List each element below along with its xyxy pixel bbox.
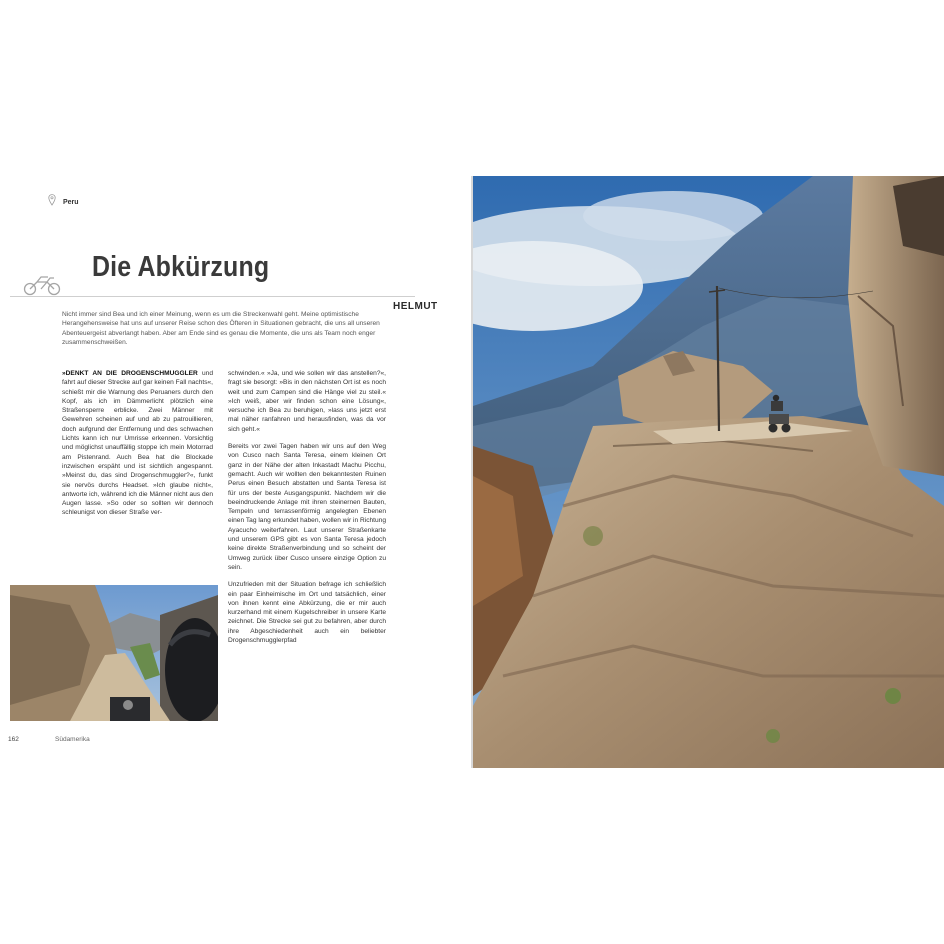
book-spread (0, 176, 944, 768)
article-title: Die Abkürzung (92, 251, 270, 283)
column-2-paragraph-3: Unzufrieden mit der Situation befrage ich schließlich ein paar Einheimische im Ort und tatsächlich, einer von ihnen kennt eine Abkürzung, die er mir auch kurzerhand mit einem Kugelschreiber in unsere Karte zeichnet. Die Strecke sei gut zu befahren, aber durch ihre Abgeschiedenheit auch ein beliebter Drogenschmugglerpfad (228, 581, 386, 645)
lead-in-text: »DENKT AN DIE DROGENSCHMUGGLER (62, 370, 198, 377)
motorcycle-icon (21, 272, 63, 296)
column-1-body: und fahrt auf dieser Strecke auf gar keinen Fall nachts«, schießt mir die Warnung des Peruaners durch den Kopf, als ich im Dämmerlicht plötzlich eine Straßensperre erblicke. Zwei Männer mit Gewehren scheinen auf und ab zu patrouillieren, doch aufgrund der Entfernung und des schwachen Lichts kann ich nur Umrisse erkennen. Vorsichtig und möglichst unauffällig stoppe ich mein Motorrad am Pistenrand. Auch Bea hat die Blockade inzwischen erspäht und ist sichtlich angespannt. »Meinst du, das sind Drogenschmuggler?«, funkt sie nervös durchs Headset. »Ich glaube nicht«, antworte ich, während ich die Männer nicht aus den Augen lasse. »So oder so sollten wir dennoch schleunigst von dieser Straße ver- (62, 370, 214, 517)
column-2-paragraph-2: Bereits vor zwei Tagen haben wir uns auf den Weg von Cusco nach Santa Teresa, einem kleinen Ort ganz in der Nähe der alten Inkastadt Machu Picchu, gemacht. Auch wir wollten den bekanntesten Ruinen Perus einen Besuch abstatten und Santa Teresa ist für uns der beste Ausgangspunkt. Nachdem wir die beeindruckende Anlage mit ihren steinernen Bauten, Tempeln und terrassenförmig angelegten Ebenen einen Tag lang erkundet haben, wollen wir in Richtung Ayacucho weiterfahren. Laut unserer Straßenkarte und unserem GPS gibt es von Santa Teresa jedoch keine direkte Straßenverbindung und so scheint der Umweg zurück über Cusco unsere einzige Option zu sein. (228, 443, 386, 571)
inset-photo-canyon-road (10, 585, 218, 721)
right-page (473, 176, 944, 768)
text-column-1 (62, 369, 213, 526)
region-label: Peru (63, 199, 79, 206)
column-2-paragraph-1: schwinden.« »Ja, und wie sollen wir das anstellen?«, fragt sie besorgt: »Bis in den nächsten Ort ist es noch weit und zum Campen sind die Hänge viel zu steil.« »Ich weiß, aber wir finden schon eine Lösung«, versuche ich Bea zu beruhigen, »lass uns jetzt erst mal näher ranfahren und herausfinden, was da vor sich geht.« (228, 370, 386, 433)
text-column-2 (228, 369, 386, 653)
map-pin-icon (48, 194, 56, 206)
page-number: 162 (8, 736, 19, 743)
author-label: HELMUT (393, 301, 438, 312)
running-title: Südamerika (55, 736, 90, 743)
column-1-paragraph (62, 369, 213, 518)
title-divider (10, 296, 415, 297)
left-page (0, 176, 471, 768)
intro-paragraph: Nicht immer sind Bea und ich einer Meinung, wenn es um die Streckenwahl geht. Meine optimistische Herangehensweise hat uns auf unserer Reise schon des Öfteren in Situationen gebracht, die uns all unseren Abenteuergeist abverlangt haben. Aber am Ende sind es genau die Momente, die uns als Team noch enger zusammenschweißen. (62, 311, 380, 347)
photo-mountain-cliff-road (473, 176, 944, 768)
